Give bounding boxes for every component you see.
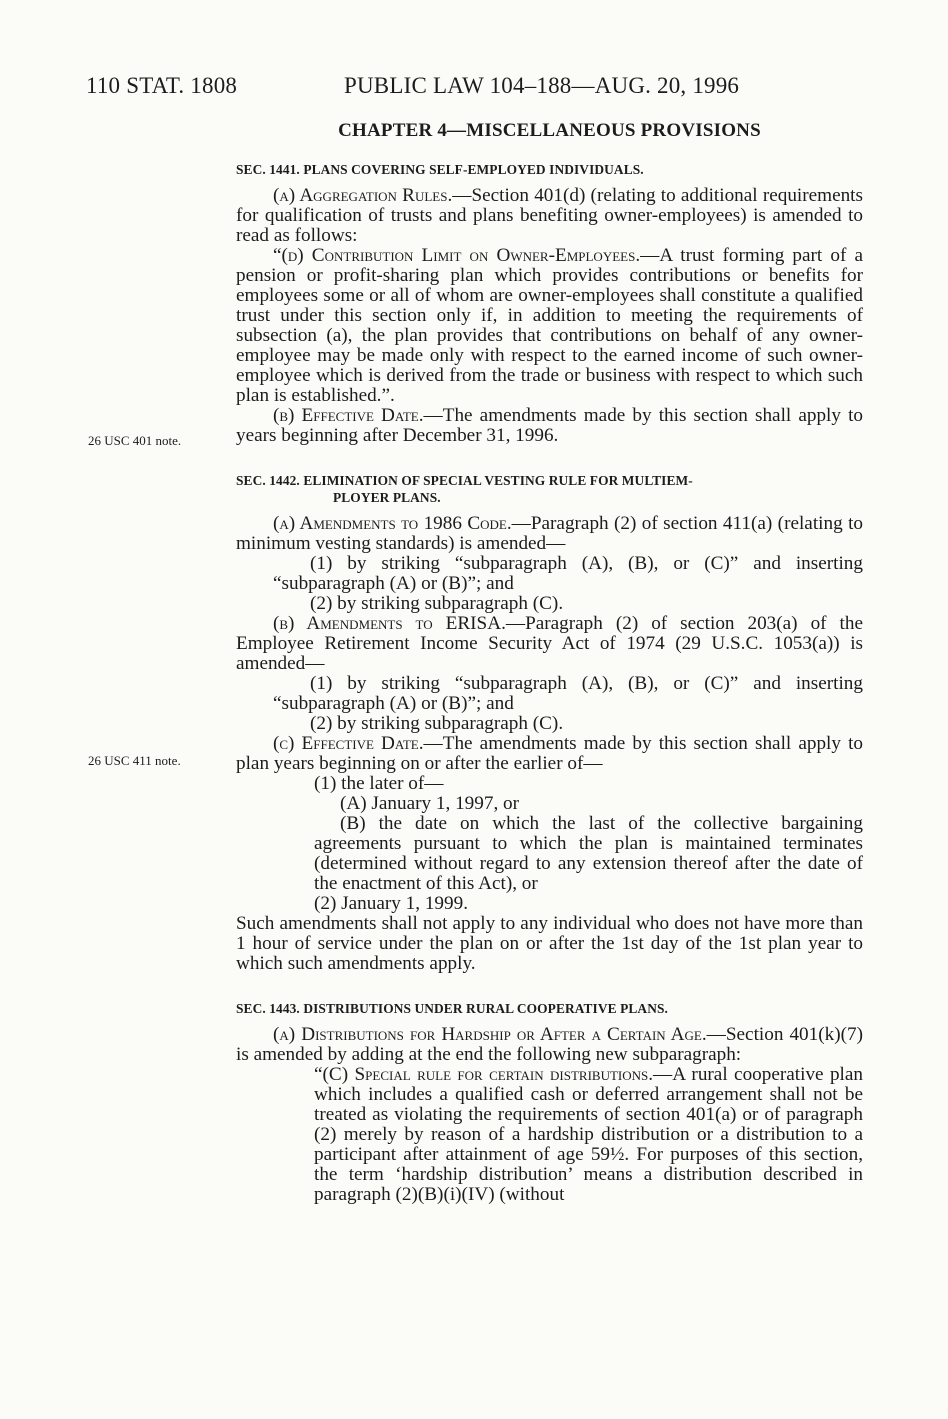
- clause-text: (1) the later of—: [314, 773, 444, 794]
- paragraph: [236, 774, 863, 794]
- page-citation: 110 STAT. 1808: [86, 73, 238, 98]
- subsection-text: —Paragraph (2) of section 203(a) of the Employee Retirement Income Security Act of 1974 (29 U.S.C. 1053(a)) is amended—: [236, 613, 863, 674]
- subsection-label: (a) Amendments to 1986 Code.: [273, 513, 512, 534]
- paragraph: [236, 794, 863, 814]
- paragraph: [236, 674, 863, 714]
- clause-text: (2) by striking subparagraph (C).: [310, 713, 564, 734]
- subsection-label: (c) Effective Date.: [273, 733, 424, 754]
- paragraph: [236, 186, 863, 246]
- paragraph: [236, 714, 863, 734]
- section-heading-line: PLOYER PLANS.: [333, 490, 441, 505]
- paragraph: [236, 594, 863, 614]
- paragraph: [236, 406, 863, 446]
- clause-text: (A) January 1, 1997, or: [340, 793, 520, 814]
- law-citation: PUBLIC LAW 104–188—AUG. 20, 1996: [344, 73, 740, 98]
- subsection-text: —Section 401(d) (relating to additional requirements for qualification of trusts and plans benefiting owner-employees) is amended to read as follows:: [236, 185, 863, 246]
- chapter-title: CHAPTER 4—MISCELLANEOUS PROVISIONS: [338, 120, 761, 141]
- subsection-text: —The amendments made by this section shall apply to years beginning after December 31, 1996.: [236, 405, 863, 446]
- section-heading: SEC. 1443. DISTRIBUTIONS UNDER RURAL COOPERATIVE PLANS.: [236, 1001, 668, 1016]
- subsection-label: (a) Distributions for Hardship or After a Certain Age.: [273, 1024, 707, 1045]
- subsection-label: “(C) Special rule for certain distributions.: [314, 1064, 654, 1085]
- subsection-text: —A rural cooperative plan which includes a qualified cash or deferred arrangement shall not be treated as violating the requirements of section 401(a) or of paragraph (2) merely by reason of a hardship distribution or a distribution to a participant after attainment of age 59½. For purposes of this section, the term ‘hardship distribution’ means a distribution described in paragraph (2)(B)(i)(IV) (without: [314, 1064, 863, 1205]
- paragraph: [236, 514, 863, 554]
- subsection-label: “(d) Contribution Limit on Owner-Employees.: [273, 245, 641, 266]
- clause-text: (1) by striking “subparagraph (A), (B), or (C)” and inserting “subparagraph (A) or (B)”; and: [273, 673, 863, 714]
- paragraph: [236, 734, 863, 774]
- clause-text: (B) the date on which the last of the collective bargaining agreements pursuant to which the plan is maintained terminates (determined without regard to any extension thereof after the date of the enactment of this Act), or: [314, 813, 863, 894]
- subsection-text: —The amendments made by this section shall apply to plan years beginning on or after the earlier of—: [236, 733, 863, 774]
- clause-text: (1) by striking “subparagraph (A), (B), or (C)” and inserting “subparagraph (A) or (B)”; and: [273, 553, 863, 594]
- section-heading: SEC. 1441. PLANS COVERING SELF-EMPLOYED INDIVIDUALS.: [236, 162, 644, 177]
- paragraph: [236, 554, 863, 594]
- closing-text: Such amendments shall not apply to any individual who does not have more than 1 hour of service under the plan on or after the 1st day of the 1st plan year to which such amendments apply.: [236, 913, 863, 974]
- section-heading: [236, 472, 863, 506]
- paragraph: [236, 1065, 863, 1205]
- subsection-text: —Paragraph (2) of section 411(a) (relating to minimum vesting standards) is amended—: [236, 513, 863, 554]
- subsection-label: (a) Aggregation Rules.: [273, 185, 453, 206]
- paragraph: [236, 814, 863, 894]
- subsection-label: (b) Amendments to ERISA.: [273, 613, 506, 634]
- paragraph: [236, 1025, 863, 1065]
- paragraph: [236, 894, 863, 914]
- subsection-text: —A trust forming part of a pension or profit-sharing plan which provides contributions or benefits for employees some or all of whom are owner-employees shall constitute a qualified trust under this section only if, in addition to meeting the requirements of subsection (a), the plan provides that contributions on behalf of any owner-employee may be made only with respect to the earned income of such owner-employee which is derived from the trade or business with respect to which such plan is established.”.: [236, 245, 863, 406]
- section-heading-line: SEC. 1442. ELIMINATION OF SPECIAL VESTING RULE FOR MULTIEM-: [236, 473, 693, 488]
- subsection-text: —Section 401(k)(7) is amended by adding at the end the following new subparagraph:: [236, 1024, 863, 1065]
- clause-text: (2) by striking subparagraph (C).: [310, 593, 564, 614]
- paragraph: [236, 246, 863, 406]
- margin-note: 26 USC 401 note.: [88, 433, 182, 448]
- subsection-label: (b) Effective Date.: [273, 405, 424, 426]
- paragraph: [236, 914, 863, 974]
- margin-note: 26 USC 411 note.: [88, 753, 181, 768]
- document-body: [236, 161, 863, 1205]
- paragraph: [236, 614, 863, 674]
- clause-text: (2) January 1, 1999.: [314, 893, 468, 914]
